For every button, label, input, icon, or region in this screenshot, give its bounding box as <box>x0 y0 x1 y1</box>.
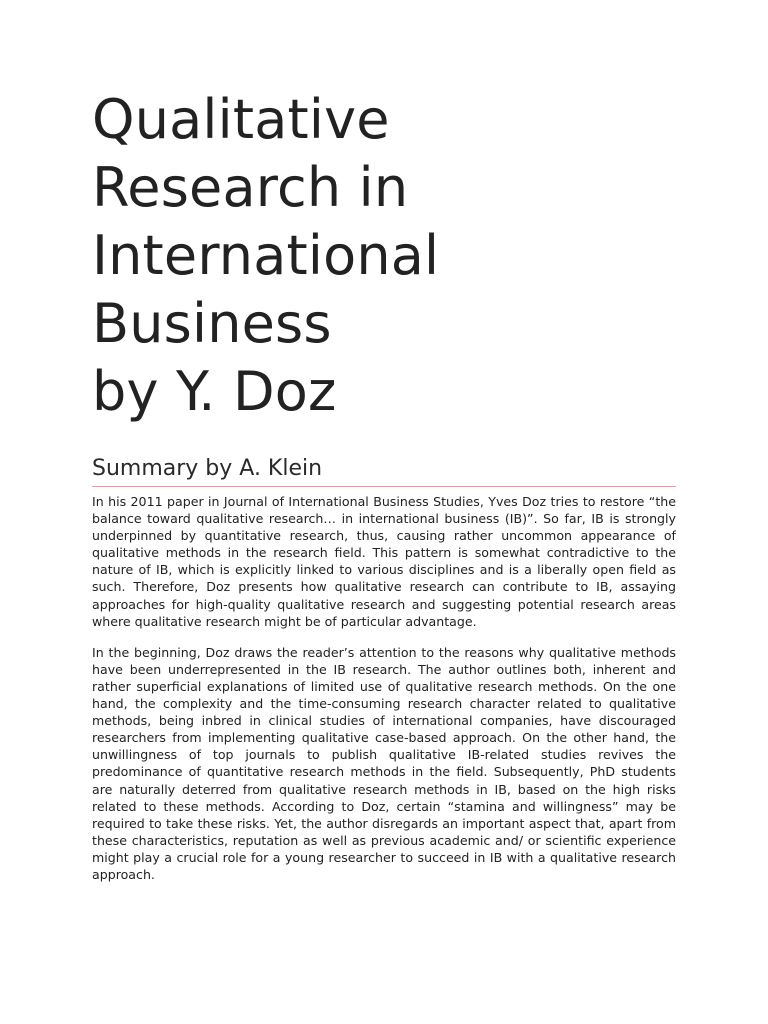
document-body <box>92 493 676 883</box>
title-line: International <box>92 224 440 287</box>
title-line: Business <box>92 292 332 355</box>
body-paragraph: In his 2011 paper in Journal of International Business Studies, Yves Doz tries to restore “the balance toward qualitative research… in international business (IB)”. So far, IB is strongly underpinned by quantitative research, thus, causing rather uncommon appearance of qualitative methods in the research field. This pattern is somewhat contradictive to the nature of IB, which is explicitly linked to various disciplines and is a liberally open field as such. Therefore, Doz presents how qualitative research can contribute to IB, assaying approaches for high-quality qualitative research and suggesting potential research areas where qualitative research might be of particular advantage. <box>92 494 676 629</box>
title-line: by Y. Doz <box>92 360 337 423</box>
title-line: Research in <box>92 156 409 219</box>
title-line: Qualitative <box>92 88 390 151</box>
document-subtitle: Summary by A. Klein <box>92 454 676 487</box>
document-title <box>92 86 676 426</box>
document-content <box>92 86 676 897</box>
body-paragraph: In the beginning, Doz draws the reader’s attention to the reasons why qualitative methods have been underrepresented in the IB research. The author outlines both, inherent and rather superficial explanations of limited use of qualitative research methods. On the one hand, the complexity and the time-consuming research character related to qualitative methods, being inbred in clinical studies of international companies, have discouraged researchers from implementing qualitative case-based approach. On the other hand, the unwillingness of top journals to publish qualitative IB-related studies revives the predominance of quantitative research methods in the field. Subsequently, PhD students are naturally deterred from qualitative research methods in IB, based on the high risks related to these methods. According to Doz, certain “stamina and willingness” may be required to take these risks. Yet, the author disregards an important aspect that, apart from these characteristics, reputation as well as previous academic and/ or scientific experience might play a crucial role for a young researcher to succeed in IB with a qualitative research approach. <box>92 644 676 882</box>
